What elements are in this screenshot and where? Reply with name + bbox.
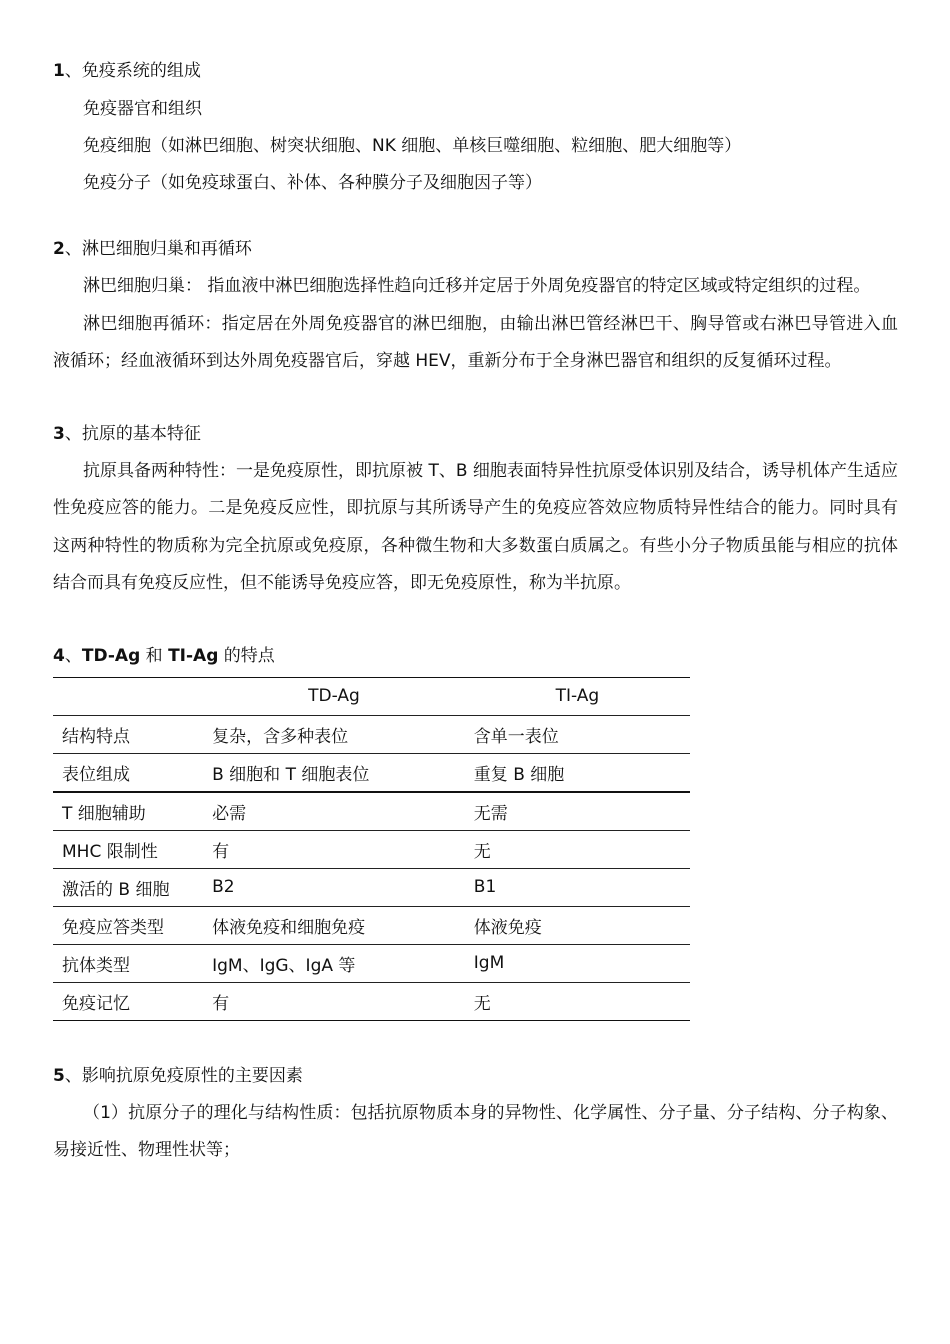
table-cell: 有	[203, 982, 465, 1020]
section-4-number: 4	[53, 645, 65, 666]
table-row	[53, 753, 690, 792]
table-cell: 结构特点	[53, 715, 203, 753]
table-cell: T 细胞辅助	[53, 792, 203, 831]
section-2-title: 、淋巴细胞归巢和再循环	[64, 239, 252, 259]
comparison-table	[53, 677, 690, 1021]
section-4-suffix: 的特点	[218, 645, 275, 666]
table-header-cell: TD-Ag	[203, 677, 465, 715]
section-4-sep: 、	[64, 645, 82, 666]
table-cell: B1	[465, 868, 690, 906]
table-row	[53, 715, 690, 753]
section-3-heading	[53, 419, 898, 449]
section-1-number: 1	[53, 61, 65, 81]
table-cell: 表位组成	[53, 753, 203, 792]
section-4-and: 和	[140, 645, 169, 666]
table-cell: 无	[465, 830, 690, 868]
table-cell: 激活的 B 细胞	[53, 868, 203, 906]
section-3-title: 、抗原的基本特征	[64, 423, 201, 444]
table-cell: 无	[465, 982, 690, 1020]
section-2-paragraph-2: 淋巴细胞再循环：指定居在外周免疫器官的淋巴细胞，由输出淋巴管经淋巴干、胸导管或右淋巴导管进入血液循环；经血液循环到达外周免疫器官后，穿越 HEV，重新分布于全身淋巴器官和组织的反复循环过程。	[53, 313, 898, 371]
table-row	[53, 944, 690, 982]
table-row	[53, 792, 690, 831]
section-1-line-2: 免疫细胞（如淋巴细胞、树突状细胞、NK 细胞、单核巨噬细胞、粒细胞、肥大细胞等）	[83, 136, 742, 156]
table-cell: B 细胞和 T 细胞表位	[203, 753, 465, 792]
table-header-cell: TI-Ag	[465, 677, 690, 715]
table-row	[53, 906, 690, 944]
document-page	[53, 56, 898, 1170]
section-1-title: 、免疫系统的组成	[64, 61, 201, 81]
table-cell: 重复 B 细胞	[465, 753, 690, 792]
section-1-heading	[53, 56, 898, 86]
section-3-paragraph: 抗原具备两种特性：一是免疫原性，即抗原被 T、B 细胞表面特异性抗原受体识别及结合，诱导机体产生适应性免疫应答的能力。二是免疫反应性，即抗原与其所诱导产生的免疫应答效应物质特异性结合的能力。同时具有这两种特性的物质称为完全抗原或免疫原，各种微生物和大多数蛋白质属之。有些小分子物质虽能与相应的抗体结合而具有免疫反应性，但不能诱导免疫应答，即无免疫原性，称为半抗原。	[53, 460, 898, 593]
table-cell: 必需	[203, 792, 465, 831]
section-2-number: 2	[53, 239, 65, 259]
section-4-td-label: TD-Ag	[81, 645, 141, 666]
table-cell: 有	[203, 830, 465, 868]
section-5-heading	[53, 1061, 898, 1091]
section-5-paragraph: （1）抗原分子的理化与结构性质：包括抗原物质本身的异物性、化学属性、分子量、分子结构、分子构象、易接近性、物理性状等；	[53, 1102, 898, 1160]
table-cell: 免疫应答类型	[53, 906, 203, 944]
table-cell: IgM	[465, 944, 690, 982]
section-5-title: 、影响抗原免疫原性的主要因素	[64, 1065, 303, 1086]
section-3-number: 3	[53, 423, 65, 444]
section-1-line-3: 免疫分子（如免疫球蛋白、补体、各种膜分子及细胞因子等）	[83, 173, 542, 193]
table-cell: 复杂，含多种表位	[203, 715, 465, 753]
table-cell: 含单一表位	[465, 715, 690, 753]
table-cell: 抗体类型	[53, 944, 203, 982]
table-cell: 体液免疫	[465, 906, 690, 944]
section-5-number: 5	[53, 1065, 65, 1086]
section-2-paragraph-1: 淋巴细胞归巢： 指血液中淋巴细胞选择性趋向迁移并定居于外周免疫器官的特定区域或特定组织的过程。	[83, 276, 871, 296]
table-row	[53, 982, 690, 1020]
section-4-ti-label: TI-Ag	[168, 645, 219, 666]
table-header-cell	[53, 677, 203, 715]
table-cell: 体液免疫和细胞免疫	[203, 906, 465, 944]
table-cell: 免疫记忆	[53, 982, 203, 1020]
section-1-line-1: 免疫器官和组织	[83, 99, 202, 119]
table-cell: B2	[203, 868, 465, 906]
section-2-heading	[53, 234, 898, 264]
table-header-row	[53, 677, 690, 715]
table-cell: IgM、IgG、IgA 等	[203, 944, 465, 982]
table-row	[53, 868, 690, 906]
table-cell: 无需	[465, 792, 690, 831]
table-row	[53, 830, 690, 868]
section-4-heading	[53, 641, 898, 671]
table-cell: MHC 限制性	[53, 830, 203, 868]
